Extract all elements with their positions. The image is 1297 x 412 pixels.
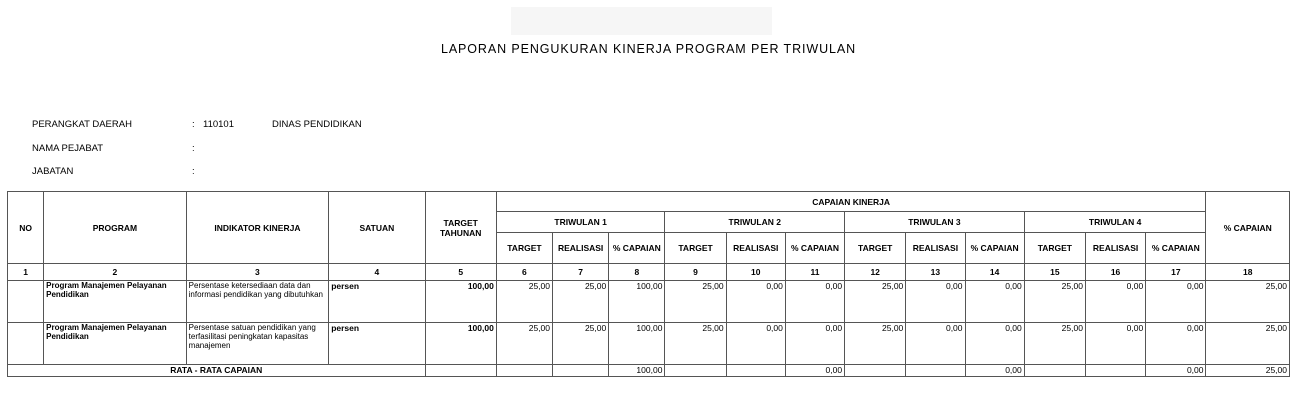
header-target-tahunan: TARGET TAHUNAN: [425, 192, 496, 264]
pct-capaian-cell: 25,00: [1206, 323, 1290, 365]
header-target: TARGET: [496, 233, 552, 264]
col-number: 3: [186, 264, 329, 281]
value-cell: 25,00: [665, 281, 726, 323]
empty-cell: [726, 365, 785, 377]
value-cell: 0,00: [726, 281, 785, 323]
header-triwulan-3: TRIWULAN 3: [845, 212, 1025, 233]
header-placeholder-box: [511, 7, 772, 35]
value-cell: 0,00: [785, 323, 844, 365]
value-cell: 25,00: [496, 281, 552, 323]
col-number: 1: [8, 264, 44, 281]
report-table: [7, 191, 1290, 377]
value-cell: 25,00: [496, 323, 552, 365]
target-tahunan-cell: 100,00: [425, 281, 496, 323]
table-row: [8, 281, 1290, 323]
table-row: [8, 323, 1290, 365]
value-cell: 25,00: [1024, 281, 1085, 323]
program-cell: Program Manajemen Pelayanan Pendidikan: [44, 323, 187, 365]
header-satuan: SATUAN: [329, 192, 425, 264]
header-pct-capaian: % CAPAIAN: [1206, 192, 1290, 264]
col-number: 9: [665, 264, 726, 281]
col-number: 18: [1206, 264, 1290, 281]
value-cell: 0,00: [726, 323, 785, 365]
col-number: 13: [906, 264, 965, 281]
average-tw1: 100,00: [609, 365, 665, 377]
average-row: [8, 365, 1290, 377]
value-cell: 0,00: [1146, 323, 1206, 365]
header-capaian-kinerja: CAPAIAN KINERJA: [496, 192, 1206, 212]
header-no: NO: [8, 192, 44, 264]
empty-cell: [425, 365, 496, 377]
indikator-cell: Persentase satuan pendidikan yang terfasilitasi peningkatan kapasitas manajemen: [186, 323, 329, 365]
col-number: 8: [609, 264, 665, 281]
value-cell: 0,00: [906, 281, 965, 323]
header-indikator: INDIKATOR KINERJA: [186, 192, 329, 264]
no-cell: [8, 281, 44, 323]
value-cell: 25,00: [1024, 323, 1085, 365]
value-cell: 100,00: [609, 281, 665, 323]
perangkat-label: PERANGKAT DAERAH: [32, 119, 132, 130]
perangkat-name: DINAS PENDIDIKAN: [272, 119, 362, 130]
header-realisasi: REALISASI: [1085, 233, 1145, 264]
header-pct: % CAPAIAN: [965, 233, 1024, 264]
value-cell: 100,00: [609, 323, 665, 365]
colon: :: [192, 143, 195, 154]
pejabat-label: NAMA PEJABAT: [32, 143, 104, 154]
col-number: 4: [329, 264, 425, 281]
header-realisasi: REALISASI: [553, 233, 609, 264]
jabatan-label: JABATAN: [32, 166, 74, 177]
perangkat-code: 110101: [203, 119, 234, 130]
value-cell: 25,00: [553, 323, 609, 365]
value-cell: 25,00: [845, 281, 906, 323]
col-number: 12: [845, 264, 906, 281]
value-cell: 0,00: [906, 323, 965, 365]
col-number: 6: [496, 264, 552, 281]
no-cell: [8, 323, 44, 365]
average-total: 25,00: [1206, 365, 1290, 377]
value-cell: 0,00: [1085, 281, 1145, 323]
header-target: TARGET: [1024, 233, 1085, 264]
colon: :: [192, 119, 195, 130]
col-number: 5: [425, 264, 496, 281]
col-number: 15: [1024, 264, 1085, 281]
header-target: TARGET: [665, 233, 726, 264]
target-tahunan-cell: 100,00: [425, 323, 496, 365]
empty-cell: [906, 365, 965, 377]
value-cell: 0,00: [1085, 323, 1145, 365]
col-number: 7: [553, 264, 609, 281]
value-cell: 0,00: [785, 281, 844, 323]
empty-cell: [496, 365, 552, 377]
value-cell: 0,00: [965, 281, 1024, 323]
value-cell: 25,00: [665, 323, 726, 365]
satuan-cell: persen: [329, 323, 425, 365]
average-label: RATA - RATA CAPAIAN: [8, 365, 426, 377]
value-cell: 25,00: [845, 323, 906, 365]
empty-cell: [553, 365, 609, 377]
header-triwulan-4: TRIWULAN 4: [1024, 212, 1206, 233]
pct-capaian-cell: 25,00: [1206, 281, 1290, 323]
empty-cell: [845, 365, 906, 377]
average-tw3: 0,00: [965, 365, 1024, 377]
empty-cell: [1024, 365, 1085, 377]
report-title: LAPORAN PENGUKURAN KINERJA PROGRAM PER TRIWULAN: [440, 42, 857, 56]
header-triwulan-1: TRIWULAN 1: [496, 212, 665, 233]
value-cell: 0,00: [965, 323, 1024, 365]
program-cell: Program Manajemen Pelayanan Pendidikan: [44, 281, 187, 323]
header-pct: % CAPAIAN: [1146, 233, 1206, 264]
value-cell: 0,00: [1146, 281, 1206, 323]
average-tw4: 0,00: [1146, 365, 1206, 377]
header-program: PROGRAM: [44, 192, 187, 264]
col-number: 16: [1085, 264, 1145, 281]
satuan-cell: persen: [329, 281, 425, 323]
value-cell: 25,00: [553, 281, 609, 323]
col-number: 2: [44, 264, 187, 281]
header-realisasi: REALISASI: [726, 233, 785, 264]
col-number: 14: [965, 264, 1024, 281]
header-target: TARGET: [845, 233, 906, 264]
col-number: 10: [726, 264, 785, 281]
header-realisasi: REALISASI: [906, 233, 965, 264]
header-triwulan-2: TRIWULAN 2: [665, 212, 845, 233]
empty-cell: [1085, 365, 1145, 377]
header-pct: % CAPAIAN: [785, 233, 844, 264]
empty-cell: [665, 365, 726, 377]
colon: :: [192, 166, 195, 177]
indikator-cell: Persentase ketersediaan data dan informasi pendidikan yang dibutuhkan: [186, 281, 329, 323]
average-tw2: 0,00: [785, 365, 844, 377]
header-pct: % CAPAIAN: [609, 233, 665, 264]
col-number: 11: [785, 264, 844, 281]
col-number: 17: [1146, 264, 1206, 281]
